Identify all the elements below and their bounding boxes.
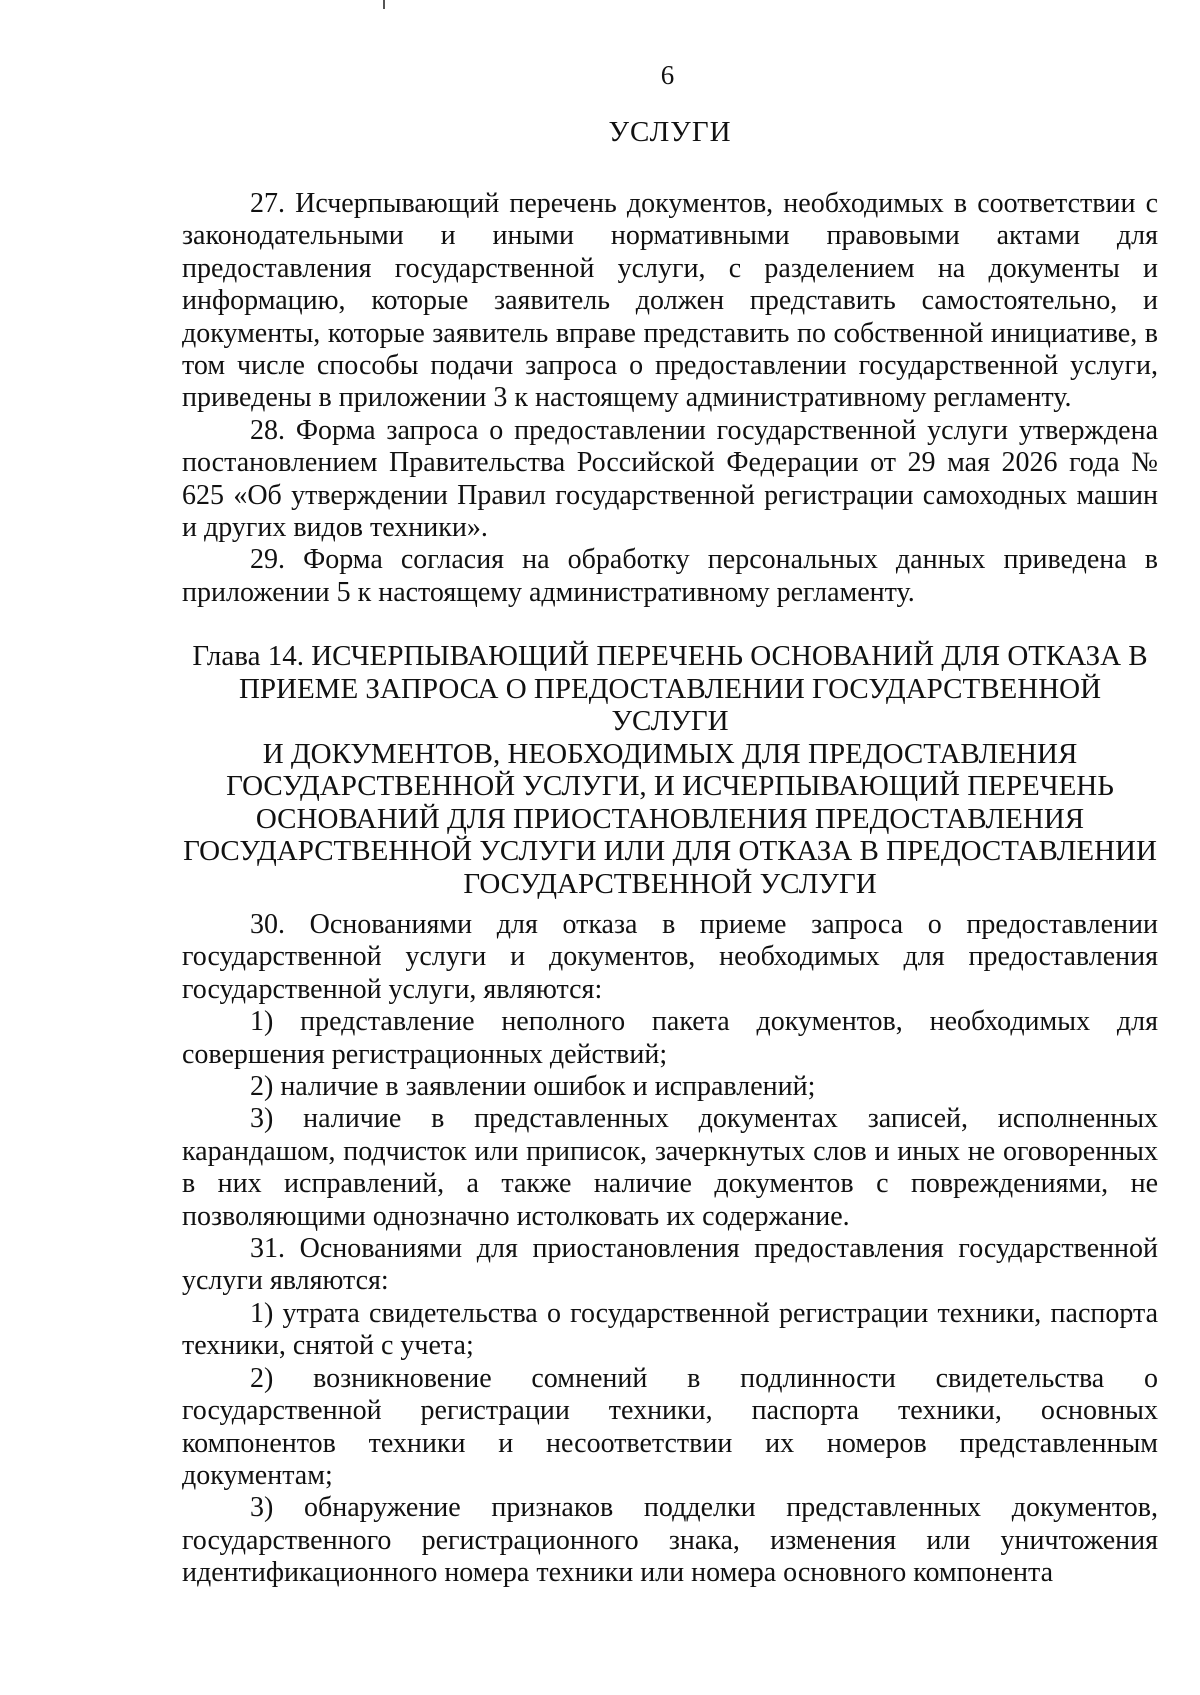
paragraph-29: 29. Форма согласия на обработку персональных данных приведена в приложении 5 к настоящему административному регламенту. bbox=[182, 544, 1158, 608]
paragraphs-top bbox=[182, 188, 1158, 609]
paragraph-31: 31. Основаниями для приостановления предоставления государственной услуги являются: bbox=[182, 1233, 1158, 1297]
paragraph-31-item-1: 1) утрата свидетельства о государственной регистрации техники, паспорта техники, снятой с учета; bbox=[182, 1297, 1158, 1362]
chapter-heading-line: ОСНОВАНИЙ ДЛЯ ПРИОСТАНОВЛЕНИЯ ПРЕДОСТАВЛЕНИЯ bbox=[255, 802, 1085, 835]
page-number: 6 bbox=[660, 60, 675, 90]
paragraph-28: 28. Форма запроса о предоставлении государственной услуги утверждена постановлением Правительства Российской Федерации от 29 мая 2026 года № 625 «Об утверждении Правил государственной регистрации самоходных машин и других видов техники». bbox=[182, 414, 1158, 544]
paragraphs-bottom bbox=[182, 909, 1158, 1590]
chapter-heading-line: ГОСУДАРСТВЕННОЙ УСЛУГИ ИЛИ ДЛЯ ОТКАЗА В ПРЕДОСТАВЛЕНИИ bbox=[183, 835, 1157, 867]
chapter-14-heading bbox=[182, 640, 1158, 900]
chapter-heading-line: ПРИЕМЕ ЗАПРОСА О ПРЕДОСТАВЛЕНИИ ГОСУДАРСТВЕННОЙ УСЛУГИ bbox=[238, 672, 1102, 737]
chapter-heading-line: И ДОКУМЕНТОВ, НЕОБХОДИМЫХ ДЛЯ ПРЕДОСТАВЛЕНИЯ bbox=[262, 737, 1078, 770]
paragraph-31-item-3: 3) обнаружение признаков подделки представленных документов, государственного регистрационного знака, изменения или уничтожения идентификационного номера техники или номера основного компонента bbox=[182, 1492, 1158, 1589]
chapter-heading-line: Глава 14. ИСЧЕРПЫВАЮЩИЙ ПЕРЕЧЕНЬ ОСНОВАНИЙ ДЛЯ ОТКАЗА В bbox=[192, 640, 1148, 672]
paragraph-30: 30. Основаниями для отказа в приеме запроса о предоставлении государственной услуги и документов, необходимых для предоставления государственной услуги, являются: bbox=[182, 909, 1158, 1005]
paragraph-31-item-2: 2) возникновение сомнений в подлинности свидетельства о государственной регистрации техники, паспорта техники, основных компонентов техники и несоответствии их номеров представленным документам; bbox=[182, 1362, 1158, 1491]
previous-heading-tail: УСЛУГИ bbox=[608, 116, 732, 148]
paragraph-27: 27. Исчерпывающий перечень документов, необходимых в соответствии с законодательными и иными нормативными правовыми актами для предоставления государственной услуги, с разделением на документы и информацию, которые заявитель должен представить самостоятельно, и документы, которые заявитель вправе представить по собственной инициативе, в том числе способы подачи запроса о предоставлении государственной услуги, приведены в приложении 3 к настоящему административному регламенту. bbox=[182, 188, 1158, 414]
paragraph-30-item-2: 2) наличие в заявлении ошибок и исправлений; bbox=[250, 1071, 816, 1103]
paragraph-30-item-3: 3) наличие в представленных документах записей, исполненных карандашом, подчисток или приписок, зачеркнутых слов и иных не оговоренных в них исправлений, а также наличие документов с повреждениями, не позволяющими однозначно истолковать их содержание. bbox=[182, 1103, 1158, 1232]
chapter-heading-line: ГОСУДАРСТВЕННОЙ УСЛУГИ bbox=[463, 867, 877, 900]
chapter-heading-line: ГОСУДАРСТВЕННОЙ УСЛУГИ, И ИСЧЕРПЫВАЮЩИЙ ПЕРЕЧЕНЬ bbox=[226, 770, 1114, 802]
scan-artifact-mark bbox=[383, 0, 385, 9]
paragraph-30-item-1: 1) представление неполного пакета документов, необходимых для совершения регистрационных действий; bbox=[182, 1006, 1158, 1070]
